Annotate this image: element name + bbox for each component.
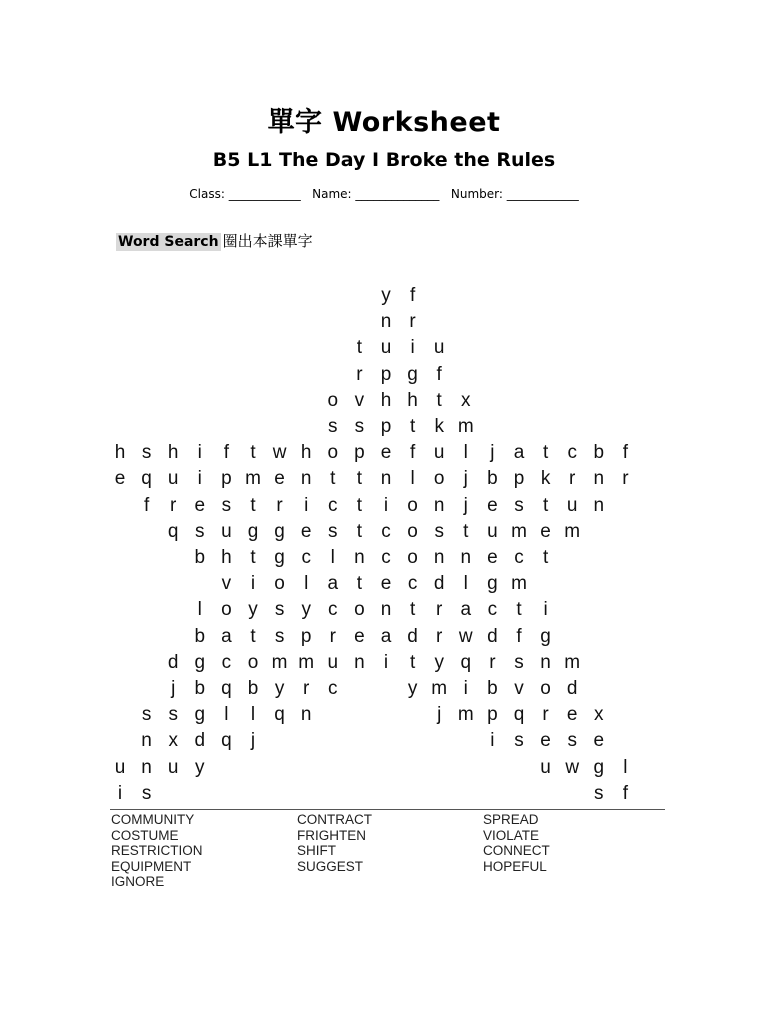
grid-letter: s bbox=[141, 442, 152, 464]
grid-letter: n bbox=[300, 704, 312, 726]
grid-letter: y bbox=[248, 599, 258, 621]
grid-letter: u bbox=[114, 756, 126, 778]
grid-letter: i bbox=[490, 730, 495, 752]
word-list-item: COSTUME bbox=[111, 827, 179, 843]
grid-letter: f bbox=[409, 442, 416, 464]
word-list-item: SUGGEST bbox=[297, 858, 364, 874]
grid-letter: k bbox=[434, 416, 444, 437]
grid-letter: o bbox=[407, 494, 418, 516]
grid-letter: r bbox=[409, 311, 416, 333]
grid-letter: p bbox=[487, 704, 498, 726]
grid-letter: s bbox=[141, 704, 152, 726]
grid-letter: e bbox=[380, 573, 392, 595]
grid-letter: u bbox=[433, 337, 445, 359]
grid-letter: p bbox=[221, 468, 232, 490]
worksheet-title: 單字 Worksheet bbox=[267, 107, 501, 138]
grid-letter: u bbox=[540, 756, 551, 778]
grid-letter: j bbox=[437, 704, 442, 726]
grid-letter: s bbox=[594, 782, 604, 804]
grid-letter: a bbox=[221, 625, 232, 647]
grid-letter: q bbox=[167, 520, 179, 542]
grid-letter: j bbox=[171, 678, 176, 699]
section-instruction: 圈出本課單字 bbox=[222, 232, 313, 250]
grid-letter: y bbox=[274, 678, 285, 699]
grid-letter: s bbox=[567, 730, 577, 752]
grid-letter: s bbox=[274, 625, 285, 647]
word-list-item: HOPEFUL bbox=[483, 858, 547, 874]
grid-letter: t bbox=[409, 416, 416, 437]
grid-letter: l bbox=[463, 442, 468, 464]
word-list-item: IGNORE bbox=[111, 874, 165, 889]
word-list-item: RESTRICTION bbox=[111, 843, 203, 858]
grid-letter: c bbox=[381, 520, 391, 542]
grid-letter: r bbox=[436, 625, 443, 647]
grid-letter: r bbox=[356, 363, 363, 385]
grid-letter: y bbox=[301, 599, 311, 621]
grid-letter: t bbox=[250, 494, 256, 516]
grid-letter: c bbox=[381, 547, 391, 568]
grid-letter: e bbox=[540, 730, 551, 752]
grid-letter: l bbox=[463, 573, 468, 595]
grid-letter: h bbox=[300, 442, 312, 464]
grid-letter: t bbox=[542, 494, 549, 516]
grid-letter: y bbox=[381, 285, 391, 306]
grid-letter: m bbox=[457, 416, 474, 437]
grid-letter: d bbox=[167, 651, 179, 673]
grid-letter: u bbox=[433, 442, 445, 464]
word-list-item: VIOLATE bbox=[483, 827, 540, 843]
grid-letter: k bbox=[540, 468, 551, 490]
grid-letter: p bbox=[354, 442, 365, 464]
word-list-item: SHIFT bbox=[297, 843, 336, 858]
grid-letter: a bbox=[513, 442, 525, 464]
grid-letter: e bbox=[114, 468, 126, 490]
grid-letter: t bbox=[542, 547, 549, 568]
grid-letter: y bbox=[434, 651, 444, 673]
grid-letter: c bbox=[328, 494, 338, 516]
grid-letter: g bbox=[274, 520, 285, 542]
grid-letter: r bbox=[622, 468, 629, 490]
grid-letter: j bbox=[490, 442, 495, 464]
word-list-item: FRIGHTEN bbox=[297, 827, 366, 843]
grid-letter: b bbox=[194, 547, 206, 568]
grid-letter: w bbox=[458, 625, 473, 647]
grid-letter: p bbox=[380, 416, 392, 437]
grid-letter: s bbox=[195, 520, 205, 542]
grid-letter: b bbox=[487, 678, 498, 699]
grid-letter: r bbox=[542, 704, 549, 726]
grid-letter: u bbox=[380, 337, 392, 359]
grid-letter: t bbox=[250, 442, 256, 464]
grid-letter: u bbox=[327, 651, 339, 673]
grid-letter: s bbox=[141, 782, 152, 804]
grid-letter: y bbox=[407, 678, 418, 699]
grid-letter: m bbox=[564, 520, 581, 542]
grid-letter: l bbox=[224, 704, 229, 726]
grid-letter: t bbox=[356, 494, 363, 516]
grid-letter: j bbox=[463, 494, 468, 516]
grid-letter: q bbox=[513, 704, 525, 726]
grid-letter: v bbox=[514, 678, 524, 699]
grid-letter: d bbox=[433, 573, 445, 595]
grid-letter: m bbox=[511, 573, 527, 595]
grid-letter: i bbox=[410, 337, 415, 359]
student-info-line: Class: ____________ Name: ______________ Number: ____________ bbox=[189, 187, 579, 201]
grid-letter: n bbox=[141, 756, 152, 778]
grid-letter: n bbox=[380, 599, 392, 621]
grid-letter: n bbox=[433, 494, 445, 516]
grid-letter: q bbox=[460, 651, 472, 673]
grid-letter: h bbox=[114, 442, 126, 464]
grid-letter: j bbox=[463, 468, 468, 490]
grid-letter: b bbox=[247, 678, 259, 699]
grid-letter: e bbox=[380, 442, 392, 464]
grid-letter: o bbox=[274, 573, 285, 595]
grid-letter: l bbox=[197, 599, 202, 621]
grid-letter: b bbox=[593, 442, 605, 464]
grid-letter: t bbox=[250, 625, 256, 647]
grid-letter: l bbox=[330, 547, 335, 568]
grid-letter: c bbox=[328, 599, 338, 621]
word-list-item: CONTRACT bbox=[297, 812, 372, 827]
grid-letter: m bbox=[431, 678, 448, 699]
grid-letter: o bbox=[327, 442, 339, 464]
grid-letter: t bbox=[250, 547, 256, 568]
grid-letter: u bbox=[221, 520, 232, 542]
grid-letter: r bbox=[303, 678, 310, 699]
grid-letter: t bbox=[516, 599, 522, 621]
section-label: Word Search bbox=[118, 234, 219, 250]
grid-letter: m bbox=[511, 520, 527, 542]
word-list-item: COMMUNITY bbox=[111, 812, 195, 827]
grid-letter: e bbox=[487, 547, 498, 568]
grid-letter: e bbox=[274, 468, 285, 490]
grid-letter: n bbox=[380, 468, 392, 490]
grid-letter: x bbox=[168, 730, 178, 752]
grid-letter: s bbox=[328, 416, 338, 437]
grid-letter: f bbox=[409, 285, 416, 306]
grid-letter: s bbox=[434, 520, 444, 542]
grid-letter: w bbox=[565, 756, 580, 778]
grid-letter: t bbox=[356, 573, 363, 595]
grid-letter: x bbox=[594, 704, 604, 726]
grid-letter: m bbox=[245, 468, 261, 490]
grid-letter: o bbox=[433, 468, 445, 490]
grid-letter: e bbox=[487, 494, 498, 516]
grid-letter: m bbox=[271, 651, 288, 673]
grid-letter: l bbox=[304, 573, 309, 595]
grid-letter: g bbox=[487, 573, 498, 595]
grid-letter: n bbox=[354, 547, 365, 568]
grid-letter: i bbox=[383, 651, 389, 673]
grid-letter: t bbox=[356, 337, 363, 359]
grid-letter: u bbox=[487, 520, 498, 542]
grid-letter: i bbox=[543, 599, 548, 621]
grid-letter: m bbox=[564, 651, 581, 673]
grid-letter: s bbox=[514, 494, 524, 516]
grid-letter: v bbox=[221, 573, 232, 595]
grid-letter: n bbox=[593, 494, 605, 516]
grid-letter: b bbox=[194, 625, 206, 647]
grid-letter: i bbox=[197, 442, 202, 464]
grid-letter: h bbox=[167, 442, 179, 464]
grid-letter: o bbox=[221, 599, 232, 621]
grid-letter: n bbox=[300, 468, 312, 490]
grid-letter: f bbox=[143, 494, 150, 516]
grid-letter: h bbox=[221, 547, 232, 568]
grid-letter: u bbox=[167, 468, 179, 490]
word-list bbox=[0, 812, 768, 902]
grid-letter: t bbox=[542, 442, 549, 464]
lesson-subtitle: B5 L1 The Day I Broke the Rules bbox=[212, 149, 556, 171]
grid-letter: i bbox=[250, 573, 256, 595]
grid-letter: y bbox=[195, 756, 205, 778]
grid-letter: s bbox=[328, 520, 338, 542]
grid-letter: i bbox=[383, 494, 389, 516]
grid-letter: s bbox=[221, 494, 232, 516]
grid-letter: q bbox=[221, 678, 232, 699]
grid-letter: t bbox=[436, 389, 442, 411]
grid-letter: u bbox=[566, 494, 578, 516]
grid-letter: l bbox=[623, 756, 628, 778]
grid-letter: o bbox=[354, 599, 365, 621]
grid-letter: v bbox=[354, 389, 365, 411]
grid-letter: t bbox=[356, 520, 363, 542]
grid-letter: e bbox=[194, 494, 206, 516]
grid-letter: g bbox=[274, 547, 285, 568]
word-list-divider bbox=[110, 809, 665, 810]
grid-letter: f bbox=[436, 363, 442, 385]
grid-letter: g bbox=[194, 651, 206, 673]
grid-letter: g bbox=[194, 704, 206, 726]
grid-letter: c bbox=[407, 573, 418, 595]
grid-letter: a bbox=[460, 599, 472, 621]
grid-letter: e bbox=[540, 520, 551, 542]
grid-letter: c bbox=[328, 678, 338, 699]
grid-letter: m bbox=[457, 704, 474, 726]
grid-letter: d bbox=[194, 730, 206, 752]
grid-letter: f bbox=[516, 625, 522, 647]
grid-letter: q bbox=[274, 704, 285, 726]
grid-letter: s bbox=[354, 416, 365, 437]
grid-letter: r bbox=[569, 468, 576, 490]
grid-letter: p bbox=[380, 363, 392, 385]
grid-letter: e bbox=[354, 625, 365, 647]
grid-letter: l bbox=[410, 468, 415, 490]
grid-letter: i bbox=[197, 468, 202, 490]
grid-letter: t bbox=[409, 599, 416, 621]
grid-letter: e bbox=[593, 730, 605, 752]
grid-letter: b bbox=[194, 678, 206, 699]
word-list-item: CONNECT bbox=[483, 843, 550, 858]
grid-letter: o bbox=[247, 651, 259, 673]
grid-letter: n bbox=[380, 311, 392, 333]
grid-letter: c bbox=[567, 442, 577, 464]
grid-letter: s bbox=[168, 704, 178, 726]
grid-letter: r bbox=[170, 494, 177, 516]
grid-letter: i bbox=[463, 678, 468, 699]
grid-letter: q bbox=[141, 468, 152, 490]
grid-letter: h bbox=[380, 389, 392, 411]
grid-letter: n bbox=[460, 547, 472, 568]
grid-letter: c bbox=[301, 547, 311, 568]
grid-letter: i bbox=[117, 782, 123, 804]
grid-letter: r bbox=[276, 494, 283, 516]
grid-letter: x bbox=[461, 389, 471, 411]
grid-letter: n bbox=[593, 468, 605, 490]
grid-letter: n bbox=[141, 730, 152, 752]
grid-letter: o bbox=[407, 547, 418, 568]
grid-letter: r bbox=[489, 651, 496, 673]
grid-letter: g bbox=[247, 520, 259, 542]
grid-letter: n bbox=[540, 651, 551, 673]
grid-letter: s bbox=[514, 730, 524, 752]
grid-letter: s bbox=[514, 651, 524, 673]
grid-letter: t bbox=[409, 651, 416, 673]
grid-letter: e bbox=[300, 520, 312, 542]
grid-letter: e bbox=[566, 704, 578, 726]
grid-letter: t bbox=[356, 468, 363, 490]
grid-letter: o bbox=[327, 389, 339, 411]
grid-letter: h bbox=[407, 389, 418, 411]
grid-letter: n bbox=[354, 651, 365, 673]
grid-letter: u bbox=[167, 756, 179, 778]
grid-letter: l bbox=[250, 704, 256, 726]
grid-letter: a bbox=[327, 573, 339, 595]
grid-letter: i bbox=[304, 494, 309, 516]
grid-letter: d bbox=[566, 678, 578, 699]
word-list-item: EQUIPMENT bbox=[111, 858, 192, 874]
grid-letter: r bbox=[436, 599, 443, 621]
grid-letter: s bbox=[274, 599, 285, 621]
grid-letter: b bbox=[487, 468, 498, 490]
grid-letter: n bbox=[433, 547, 445, 568]
grid-letter: f bbox=[622, 442, 629, 464]
grid-letter: a bbox=[380, 625, 392, 647]
grid-letter: g bbox=[540, 625, 551, 647]
grid-letter: r bbox=[329, 625, 336, 647]
grid-letter: c bbox=[221, 651, 232, 673]
grid-letter: t bbox=[330, 468, 336, 490]
grid-letter: g bbox=[593, 756, 605, 778]
grid-letter: d bbox=[487, 625, 498, 647]
grid-letter: f bbox=[622, 782, 629, 804]
grid-letter: w bbox=[272, 442, 287, 464]
grid-letter: t bbox=[463, 520, 469, 542]
grid-letter: d bbox=[407, 625, 418, 647]
grid-letter: o bbox=[407, 520, 418, 542]
grid-letter: j bbox=[250, 730, 256, 752]
word-list-item: SPREAD bbox=[483, 812, 539, 827]
grid-letter: o bbox=[540, 678, 551, 699]
grid-letter: f bbox=[223, 442, 230, 464]
grid-letter: g bbox=[407, 363, 418, 385]
grid-letter: p bbox=[513, 468, 525, 490]
grid-letter: m bbox=[298, 651, 315, 673]
grid-letter: c bbox=[514, 547, 524, 568]
grid-letter: c bbox=[487, 599, 498, 621]
grid-letter: q bbox=[221, 730, 232, 752]
grid-letter: p bbox=[300, 625, 312, 647]
